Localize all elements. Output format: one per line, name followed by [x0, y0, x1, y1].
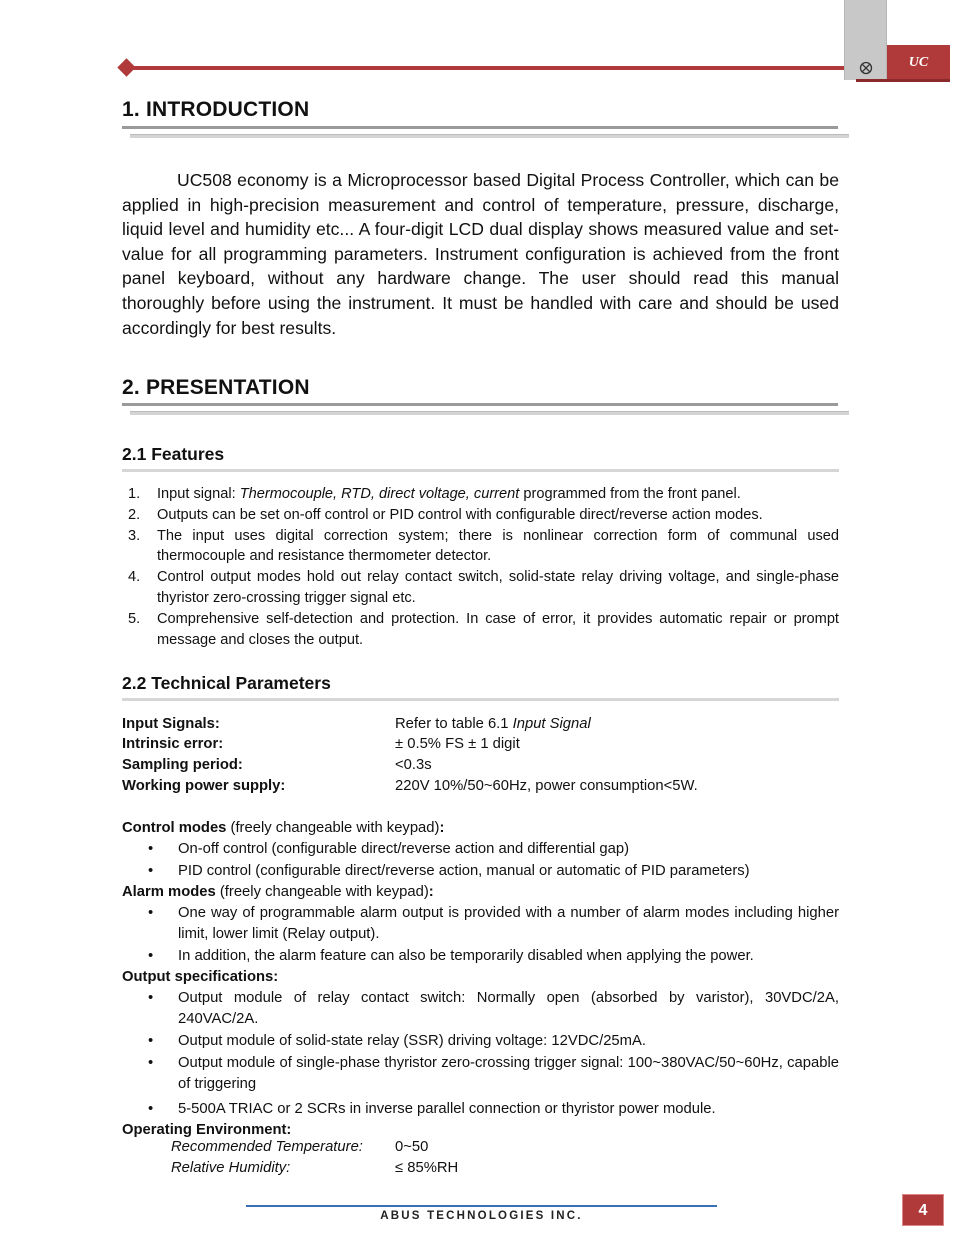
subheading-rule	[122, 469, 839, 472]
list-item: • Output module of single-phase thyristor zero-crossing trigger signal: 100~380VAC/50~60Hz, capable of triggering	[148, 1055, 839, 1092]
list-item: • In addition, the alarm feature can also be temporarily disabled when applying the power.	[148, 948, 754, 964]
section-1-heading: 1. INTRODUCTION	[122, 98, 310, 121]
header-section-tab: UC	[887, 45, 950, 82]
header-diamond-ornament	[117, 58, 135, 76]
heading-rule-shadow	[130, 411, 849, 415]
list-item: • PID control (configurable direct/reverse action, manual or automatic of PID parameters)	[148, 863, 750, 879]
header-tab-underline	[856, 79, 950, 82]
list-item	[122, 484, 839, 505]
technical-parameters-heading: 2.2 Technical Parameters	[122, 673, 331, 693]
param-label: Sampling period:	[122, 757, 243, 773]
param-value: 220V 10%/50~60Hz, power consumption<5W.	[395, 778, 698, 794]
param-value: Refer to table 6.1 Input Signal	[395, 716, 591, 732]
list-emphasis: Thermocouple, RTD, direct voltage, current	[239, 486, 520, 502]
env-label: Relative Humidity:	[171, 1160, 291, 1176]
footer-rule	[246, 1205, 717, 1207]
env-value: ≤ 85%RH	[395, 1160, 459, 1176]
param-value: <0.3s	[395, 757, 432, 773]
circle-cross-icon	[859, 61, 873, 75]
list-item	[122, 609, 839, 651]
list-text: programmed from the front panel.	[519, 486, 741, 502]
control-modes-section	[122, 818, 839, 1141]
list-item: • Output module of relay contact switch: Normally open (absorbed by varistor), 30VDC/2A, 240VAC/2A.	[148, 990, 839, 1027]
list-item	[122, 505, 839, 526]
introduction-paragraph: UC508 economy is a Microprocessor based Digital Process Controller, which can be applied in high-precision measurement and control of temperature, pressure, discharge, liquid level and humidity etc... A four-digit LCD dual display shows measured value and set-value for all programming parameters. Instrument configuration is achieved from the front panel keyboard, without any hardware change. The user should read this manual thoroughly before using the instrument. It must be handled with care and should be used accordingly for best results.	[122, 170, 839, 338]
list-number: 4.	[128, 569, 141, 586]
section-2-heading: 2. PRESENTATION	[122, 376, 310, 399]
control-modes-heading: Control modes (freely changeable with keypad):	[122, 820, 445, 836]
heading-rule-shadow	[130, 134, 849, 138]
param-value: ± 0.5% FS ± 1 digit	[395, 736, 520, 752]
features-heading: 2.1 Features	[122, 444, 225, 464]
header-rule	[126, 66, 848, 70]
list-number: 5.	[128, 610, 141, 627]
heading-rule	[122, 126, 838, 129]
features-list	[122, 484, 839, 650]
param-label: Working power supply:	[122, 778, 286, 794]
operating-environment-heading: Operating Environment:	[122, 1122, 292, 1138]
list-item: • On-off control (configurable direct/reverse action and differential gap)	[148, 841, 630, 857]
output-specifications-heading: Output specifications:	[122, 969, 279, 985]
list-item: • 5-500A TRIAC or 2 SCRs in inverse parallel connection or thyristor power module.	[148, 1101, 716, 1117]
list-item	[122, 567, 839, 609]
list-number: 1.	[128, 486, 141, 502]
param-label: Input Signals:	[122, 716, 220, 732]
list-item: • One way of programmable alarm output is provided with a number of alarm modes including higher limit, lower limit (Relay output).	[148, 905, 839, 942]
list-item: • Output module of solid-state relay (SSR) driving voltage: 12VDC/25mA.	[148, 1033, 646, 1049]
env-value: 0~50	[395, 1139, 429, 1155]
param-label: Intrinsic error:	[122, 736, 224, 752]
subheading-rule	[122, 698, 839, 701]
list-text: The input uses digital correction system; there is nonlinear correction form of communal used thermocouple and resistance thermometer detector.	[157, 527, 839, 565]
page-number: 4	[902, 1194, 944, 1226]
alarm-modes-heading: Alarm modes (freely changeable with keypad):	[122, 884, 434, 900]
list-text: Outputs can be set on-off control or PID control with configurable direct/reverse action modes.	[157, 506, 763, 523]
list-text: Control output modes hold out relay contact switch, solid-state relay driving voltage, and single-phase thyristor zero-crossing trigger signal etc.	[157, 569, 839, 606]
list-text: Comprehensive self-detection and protection. In case of error, it provides automatic repair or prompt message and closes the output.	[157, 610, 839, 648]
heading-rule	[122, 403, 838, 406]
list-item	[122, 526, 839, 568]
list-number: 3.	[128, 527, 141, 544]
list-text: Input signal:	[157, 486, 240, 502]
list-number: 2.	[128, 506, 141, 523]
footer-company-name: ABUS TECHNOLOGIES INC.	[380, 1210, 583, 1222]
env-label: Recommended Temperature:	[171, 1139, 363, 1155]
